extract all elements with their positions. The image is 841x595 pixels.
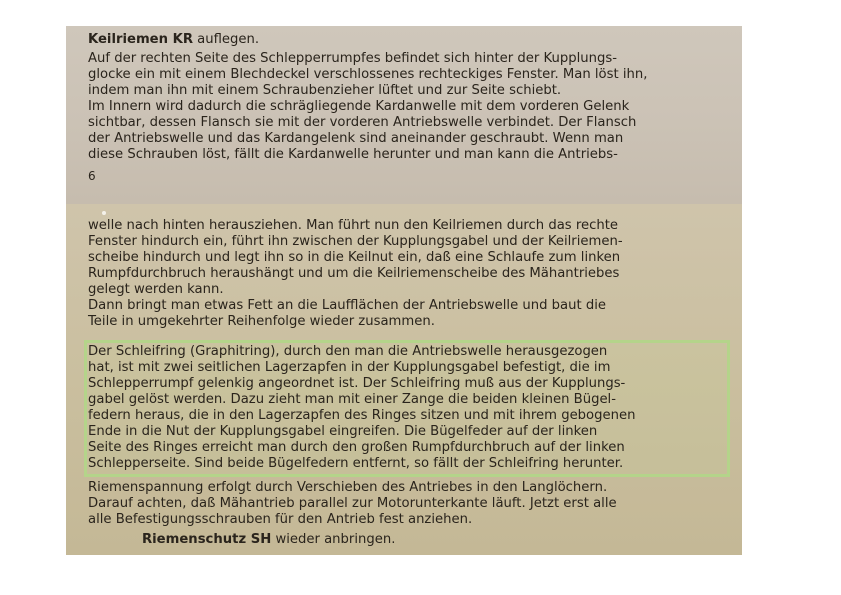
highlighted-text-line: Ende in die Nut der Kupplungsgabel eingreifen. Die Bügelfeder auf der linken: [88, 424, 598, 439]
text-line: gelegt werden kann.: [88, 282, 224, 297]
section-heading-rest: auflegen.: [192, 32, 260, 47]
text-line: diese Schrauben löst, fällt die Kardanwelle herunter und man kann die Antriebs-: [88, 147, 618, 162]
text-line: Dann bringt man etwas Fett an die Laufflächen der Antriebswelle und baut die: [88, 298, 606, 313]
text-line: sichtbar, dessen Flansch sie mit der vorderen Antriebswelle verbindet. Der Flansch: [88, 115, 637, 130]
text-line: Darauf achten, daß Mähantrieb parallel zur Motorunterkante läuft. Jetzt erst alle: [88, 496, 617, 511]
highlighted-text-line: Der Schleifring (Graphitring), durch den man die Antriebswelle herausgezogen: [88, 344, 608, 359]
text-line: Rumpfdurchbruch heraushängt und um die Keilriemenscheibe des Mähantriebes: [88, 266, 620, 281]
text-line: Im Innern wird dadurch die schrägliegende Kardanwelle mit dem vorderen Gelenk: [88, 99, 630, 114]
text-line: Riemenspannung erfolgt durch Verschieben des Antriebes in den Langlöchern.: [88, 480, 608, 495]
text-line: Teile in umgekehrter Reihenfolge wieder zusammen.: [88, 314, 435, 329]
page-number: 6: [88, 169, 96, 183]
book-page-top: [66, 26, 742, 204]
final-heading-line: [142, 532, 395, 548]
paper-speck: [102, 211, 106, 215]
final-heading-rest: wieder anbringen.: [271, 532, 396, 547]
book-page-bottom: [66, 204, 742, 555]
text-line: alle Befestigungsschrauben für den Antrieb fest anziehen.: [88, 512, 473, 527]
text-line: Fenster hindurch ein, führt ihn zwischen der Kupplungsgabel und der Keilriemen-: [88, 234, 623, 249]
highlighted-text-line: Seite des Ringes erreicht man durch den großen Rumpfdurchbruch auf der linken: [88, 440, 625, 455]
highlighted-text-line: Schlepperseite. Sind beide Bügelfedern entfernt, so fällt der Schleifring herunter.: [88, 456, 624, 471]
highlighted-text-line: gabel gelöst werden. Dazu zieht man mit einer Zange die beiden kleinen Bügel-: [88, 392, 616, 407]
section-heading-line: [88, 32, 259, 48]
highlighted-text-line: Schlepperrumpf gelenkig angeordnet ist. Der Schleifring muß aus der Kupplungs-: [88, 376, 626, 391]
text-line: indem man ihn mit einem Schraubenzieher lüftet und zur Seite schiebt.: [88, 83, 562, 98]
text-line: Auf der rechten Seite des Schlepperrumpfes befindet sich hinter der Kupplungs-: [88, 51, 617, 66]
text-line: scheibe hindurch und legt ihn so in die Keilnut ein, daß eine Schlaufe zum linken: [88, 250, 621, 265]
text-line: der Antriebswelle und das Kardangelenk sind aneinander geschraubt. Wenn man: [88, 131, 624, 146]
final-heading: Riemenschutz SH: [142, 532, 272, 547]
text-line: glocke ein mit einem Blechdeckel verschlossenes rechteckiges Fenster. Man löst ihn,: [88, 67, 648, 82]
highlighted-text-line: hat, ist mit zwei seitlichen Lagerzapfen in der Kupplungsgabel befestigt, die im: [88, 360, 611, 375]
highlighted-text-line: federn heraus, die in den Lagerzapfen des Ringes sitzen und mit ihrem gebogenen: [88, 408, 636, 423]
text-line: welle nach hinten herausziehen. Man führt nun den Keilriemen durch das rechte: [88, 218, 619, 233]
section-heading: Keilriemen KR: [88, 32, 193, 47]
